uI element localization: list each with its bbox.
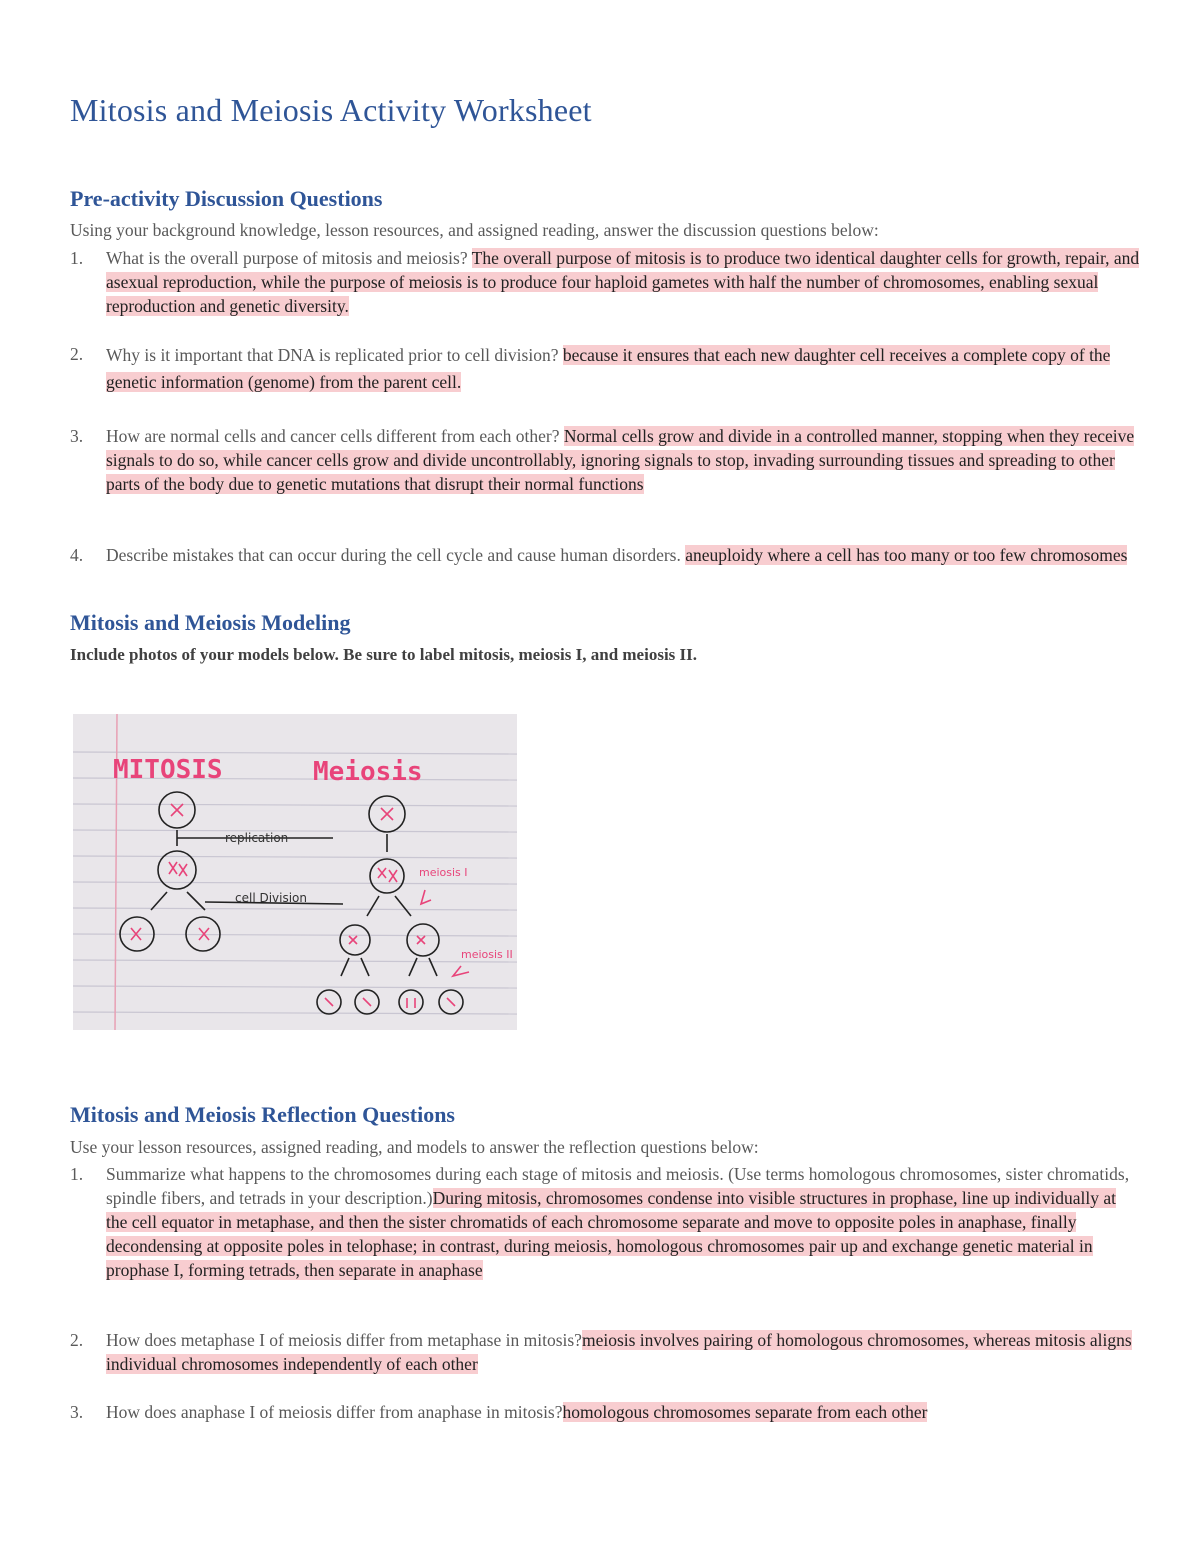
meiosis-two-label: meiosis II (461, 948, 513, 961)
cell-circle (407, 924, 439, 956)
arrow (151, 892, 167, 910)
question-prompt: How does anaphase I of meiosis differ from anaphase in mitosis? (106, 1402, 563, 1422)
answer-text: homologous chromosomes separate from each other (562, 1402, 928, 1422)
pre-question-4 (70, 543, 1140, 567)
reflection-question-3 (70, 1400, 1140, 1424)
arrow (409, 958, 417, 976)
meiosis-one-label: meiosis I (419, 866, 468, 879)
question-number: 1. (70, 1164, 84, 1184)
pre-activity-intro: Using your background knowledge, lesson resources, and assigned reading, answer the discussion questions below: (70, 220, 879, 240)
model-photo (73, 714, 517, 1030)
reflection-intro: Use your lesson resources, assigned reading, and models to answer the reflection questions below: (70, 1137, 759, 1157)
question-number: 2. (70, 1330, 84, 1350)
question-prompt: Describe mistakes that can occur during the cell cycle and cause human disorders. (106, 545, 681, 565)
cell-circle (340, 925, 370, 955)
question-prompt: Why is it important that DNA is replicated prior to cell division? (106, 345, 559, 365)
page-title: Mitosis and Meiosis Activity Worksheet (70, 92, 592, 128)
arrow (361, 958, 369, 976)
question-number: 1. (70, 248, 84, 268)
chromosome-marks (131, 804, 469, 1008)
mitosis-label: MITOSIS (113, 755, 223, 785)
answer-text: During mitosis, chromosomes condense into visible structures in prophase, line up individually at the cell equator in metaphase, and then the sister chromatids of each chromosome separate and move to opposite poles in anaphase, finally decondensing at opposite poles in telophase; in contrast, during meiosis, homologous chromosomes pair up and exchange genetic material in prophase I, forming tetrads, then separate in anaphase (106, 1188, 1116, 1280)
reflection-heading: Mitosis and Meiosis Reflection Questions (70, 1102, 455, 1127)
arrow (367, 896, 379, 916)
question-prompt: Summarize what happens to the chromosomes during each stage of mitosis and meiosis. (Use terms homologous chromosomes, sister chromatids, spindle fibers, and tetrads in your description.) (106, 1164, 1130, 1208)
answer-text: because it ensures that each new daughter cell receives a complete copy of the genetic information (genome) from the parent cell. (106, 345, 1111, 392)
meiosis-label: Meiosis (313, 757, 423, 787)
reflection-question-1 (70, 1162, 1140, 1282)
arrow (429, 958, 437, 976)
reflection-question-2 (70, 1328, 1140, 1376)
model-drawing (73, 714, 517, 1030)
question-number: 3. (70, 426, 84, 446)
replication-label: replication (225, 831, 289, 845)
arrow (395, 896, 411, 916)
pre-question-2 (70, 342, 1140, 396)
cell-division-label: cell Division (235, 891, 308, 905)
modeling-heading: Mitosis and Meiosis Modeling (70, 610, 351, 635)
question-prompt: How are normal cells and cancer cells different from each other? (106, 426, 560, 446)
pre-question-3 (70, 424, 1140, 496)
ruled-lines (73, 752, 517, 1014)
question-prompt: What is the overall purpose of mitosis and meiosis? (106, 248, 468, 268)
question-number: 2. (70, 344, 84, 364)
arrow (187, 892, 205, 910)
question-number: 3. (70, 1402, 84, 1422)
answer-text: The overall purpose of mitosis is to produce two identical daughter cells for growth, repair, and asexual reproduction, while the purpose of meiosis is to produce four haploid gametes with half the number of chromosomes, enabling sexual reproduction and genetic diversity. (106, 248, 1140, 316)
modeling-instruction: Include photos of your models below. Be sure to label mitosis, meiosis I, and meiosis II. (70, 645, 698, 664)
cell-circle (399, 990, 423, 1014)
question-number: 4. (70, 545, 84, 565)
pre-question-1 (70, 246, 1140, 318)
answer-text: Normal cells grow and divide in a controlled manner, stopping when they receive signals to do so, while cancer cells grow and divide uncontrollably, ignoring signals to stop, invading surrounding tissues and spreading to other parts of the body due to genetic mutations that disrupt their normal functions (106, 426, 1135, 494)
answer-text: aneuploidy where a cell has too many or too few chromosomes (685, 545, 1128, 565)
question-prompt: How does metaphase I of meiosis differ from metaphase in mitosis? (106, 1330, 582, 1350)
pre-activity-heading: Pre-activity Discussion Questions (70, 186, 383, 211)
cell-circle (370, 859, 404, 893)
answer-text: meiosis involves pairing of homologous chromosomes, whereas mitosis aligns individual chromosomes independently of each other (106, 1330, 1132, 1374)
